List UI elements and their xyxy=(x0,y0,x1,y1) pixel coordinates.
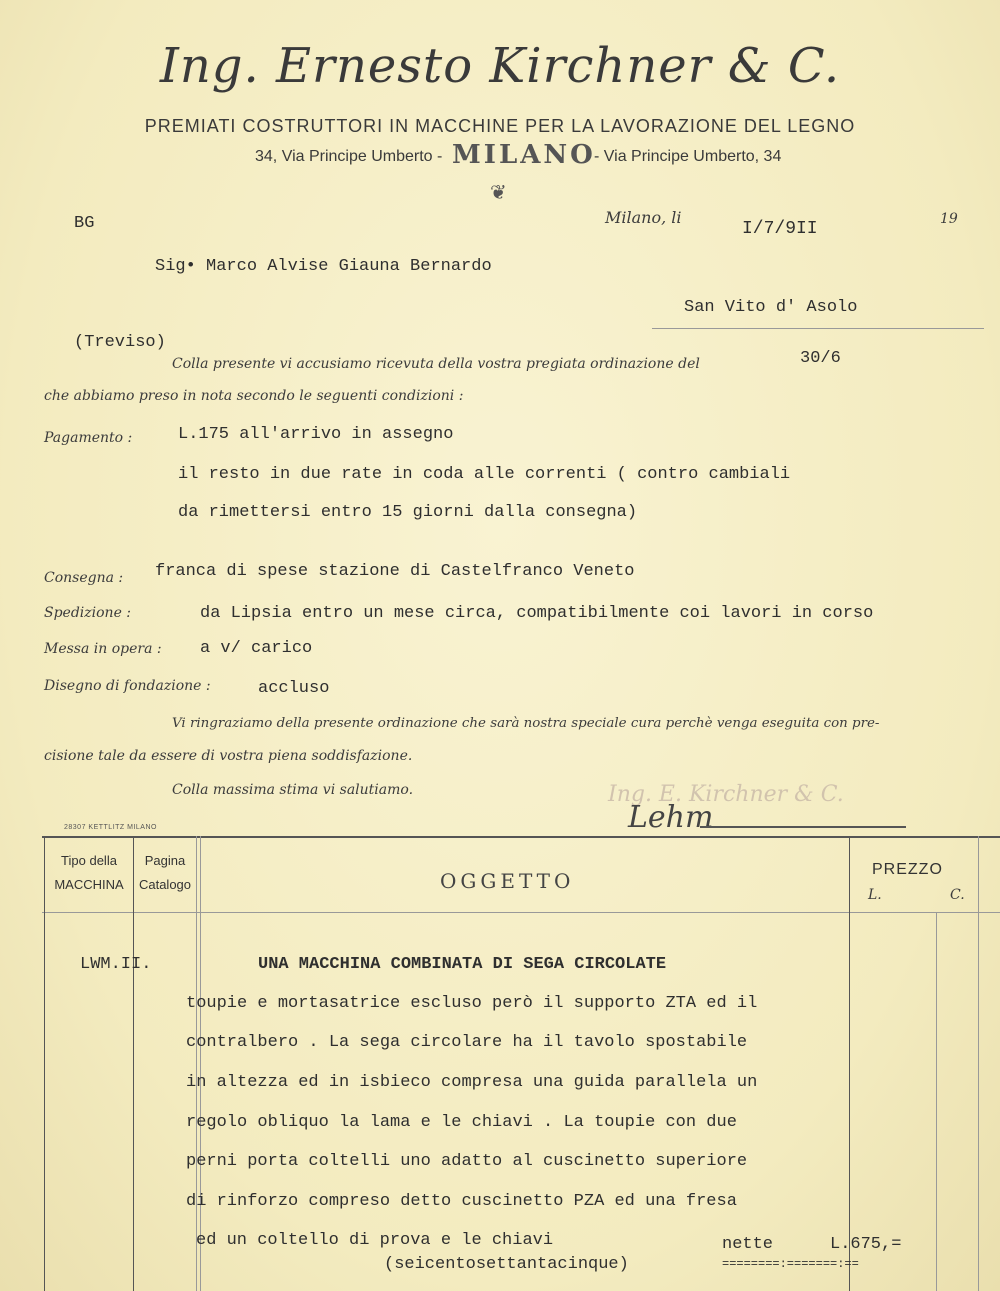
signature-flourish xyxy=(700,826,906,828)
payment-line-1: L.175 all'arrivo in assegno xyxy=(178,425,454,444)
item-line-3: in altezza ed in isbieco compresa una guida parallela un xyxy=(186,1073,758,1092)
col-page-line-2: Catalogo xyxy=(138,877,192,892)
firm-subtitle: PREMIATI COSTRUTTORI IN MACCHINE PER LA LAVORAZIONE DEL LEGNO xyxy=(144,116,856,136)
item-line-7: ed un coltello di prova e le chiavi xyxy=(196,1231,554,1250)
intro-line-2: che abbiamo preso in nota secondo le seguenti condizioni : xyxy=(44,388,464,404)
company-stamp: Ing. E. Kirchner & C. xyxy=(608,782,844,807)
table-col-rule-1 xyxy=(133,836,134,1291)
table-col-rule-2 xyxy=(196,836,197,1291)
recipient-name: Sig• Marco Alvise Giauna Bernardo xyxy=(155,257,492,276)
thanks-line-1: Vi ringraziamo della presente ordinazione che sarà nostra speciale cura perchè venga eseguita con pre- xyxy=(172,716,880,731)
greeting: Colla massima stima vi salutiamo. xyxy=(172,782,414,798)
recipient-province: (Treviso) xyxy=(74,333,166,352)
reference-code: BG xyxy=(74,214,95,233)
place-label: Milano, li xyxy=(605,208,682,227)
col-price-header: PREZZO xyxy=(872,861,943,878)
table-col-rule-2b xyxy=(200,836,201,1291)
item-title: UNA MACCHINA COMBINATA DI SEGA CIRCOLATE xyxy=(258,955,667,974)
payment-label: Pagamento : xyxy=(44,430,133,446)
item-line-6: di rinforzo compreso detto cuscinetto PZA ed una fresa xyxy=(186,1192,737,1211)
recipient-underline xyxy=(652,328,984,329)
item-price-words: (seicentosettantacinque) xyxy=(384,1255,629,1274)
firm-name: Ing. Ernesto Kirchner & C. xyxy=(159,38,841,94)
shipping-value: da Lipsia entro un mese circa, compatibilmente coi lavori in corso xyxy=(200,604,874,623)
drawing-label: Disegno di fondazione : xyxy=(44,678,211,694)
item-price: L.675,= xyxy=(830,1235,902,1254)
printer-mark: 28307 KETTLITZ MILANO xyxy=(64,824,157,831)
item-net-label: nette xyxy=(722,1235,774,1254)
ornament-icon: ❦ xyxy=(490,182,507,204)
install-label: Messa in opera : xyxy=(44,641,162,657)
table-col-rule-4 xyxy=(936,912,937,1291)
item-price-underline: ========:=======:== xyxy=(722,1257,859,1271)
shipping-label: Spedizione : xyxy=(44,605,132,621)
payment-line-2: il resto in due rate in coda alle correnti ( contro cambiali xyxy=(178,465,791,484)
address-right: - Via Principe Umberto, 34 xyxy=(594,148,782,165)
item-code: LWM.II. xyxy=(80,955,152,974)
city-name: MILANO xyxy=(452,140,596,170)
item-line-5: perni porta coltelli uno adatto al cuscinetto superiore xyxy=(186,1152,748,1171)
item-line-2: contralbero . La sega circolare ha il tavolo spostabile xyxy=(186,1033,748,1052)
delivery-value: franca di spese stazione di Castelfranco Veneto xyxy=(155,562,635,581)
signature: Lehm xyxy=(628,800,714,835)
address-left: 34, Via Principe Umberto - xyxy=(255,148,443,165)
letter-date: I/7/9II xyxy=(742,219,818,239)
payment-line-3: da rimettersi entro 15 giorni dalla consegna) xyxy=(178,503,638,522)
install-value: a v/ carico xyxy=(200,639,313,658)
recipient-town: San Vito d' Asolo xyxy=(684,298,858,317)
col-page-line-1: Pagina xyxy=(144,853,186,868)
table-header-rule xyxy=(42,912,1000,913)
intro-line-1: Colla presente vi accusiamo ricevuta della vostra pregiata ordinazione del xyxy=(172,356,700,372)
table-top-rule xyxy=(42,836,1000,838)
table-left-rule xyxy=(44,836,45,1291)
item-line-4: regolo obliquo la lama e le chiavi . La toupie con due xyxy=(186,1113,737,1132)
order-date: 30/6 xyxy=(800,349,841,368)
col-price-cents: C. xyxy=(950,887,965,903)
col-type-line-1: Tipo della xyxy=(61,853,117,868)
year-prefix: 19 xyxy=(940,211,958,227)
col-type-line-2: MACCHINA xyxy=(54,877,124,892)
drawing-value: accluso xyxy=(258,679,330,698)
table-right-rule xyxy=(978,836,979,1291)
table-col-rule-3 xyxy=(849,836,850,1291)
col-object-header: OGGETTO xyxy=(440,869,575,893)
delivery-label: Consegna : xyxy=(44,570,124,586)
thanks-line-2: cisione tale da essere di vostra piena soddisfazione. xyxy=(44,748,413,764)
col-price-lire: L. xyxy=(868,887,882,903)
item-line-1: toupie e mortasatrice escluso però il supporto ZTA ed il xyxy=(186,994,758,1013)
